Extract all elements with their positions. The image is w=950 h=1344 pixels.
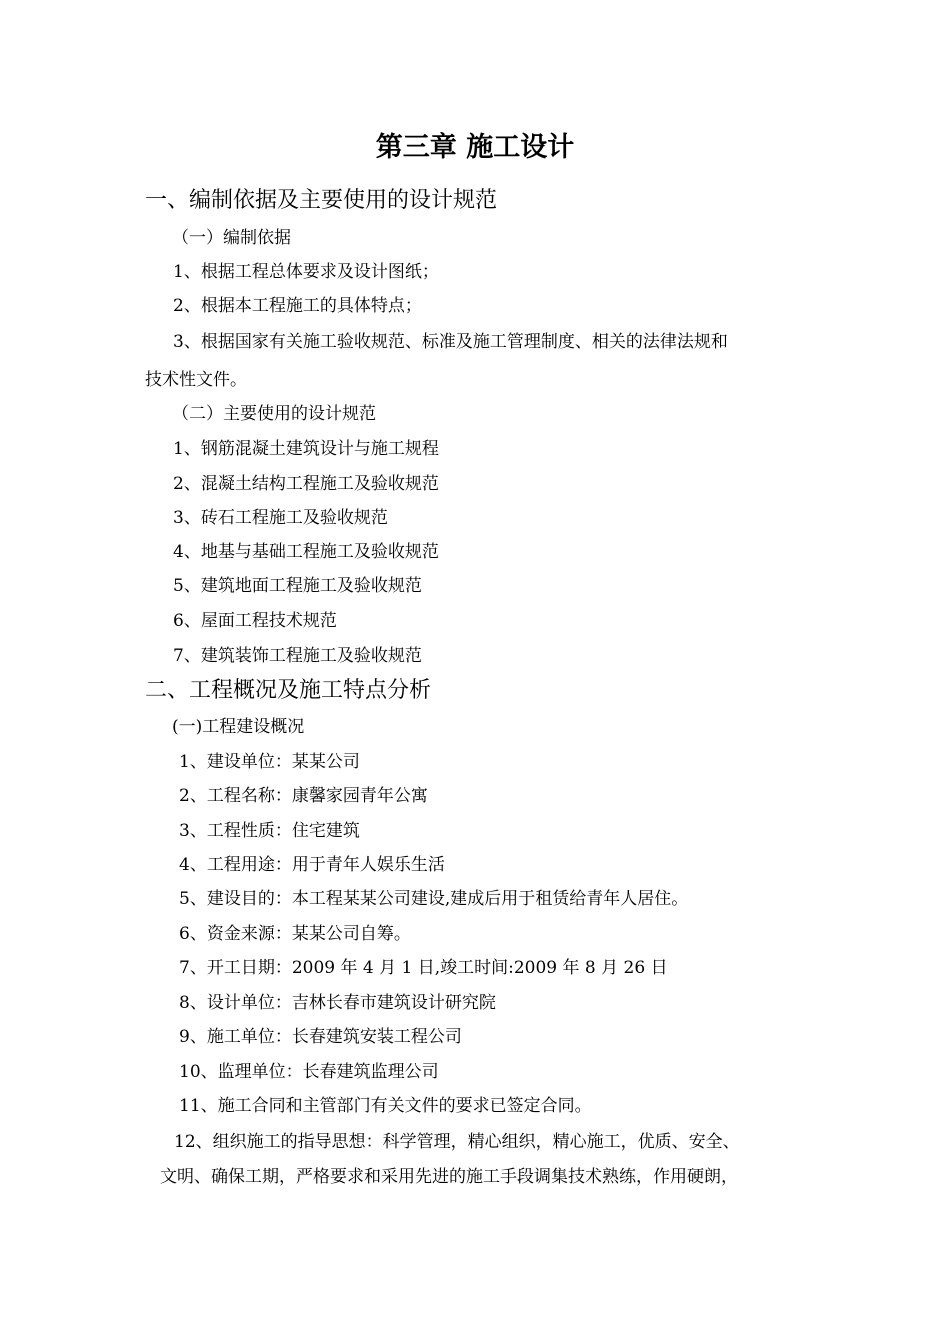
subsection-heading: （二）主要使用的设计规范 — [172, 404, 376, 424]
list-item: 1、钢筋混凝土建筑设计与施工规程 — [173, 439, 439, 459]
chapter-title: 第三章 施工设计 — [375, 132, 575, 163]
subsection-heading: (一)工程建设概况 — [172, 717, 305, 737]
list-item: 1、根据工程总体要求及设计图纸； — [173, 262, 439, 282]
subsection-heading: （一）编制依据 — [172, 228, 291, 248]
list-item: 3、砖石工程施工及验收规范 — [173, 508, 388, 528]
list-item: 7、建筑装饰工程施工及验收规范 — [173, 646, 422, 666]
list-item: 12、组织施工的指导思想：科学管理，精心组织，精心施工，优质、安全、 — [174, 1132, 740, 1152]
list-item: 4、工程用途：用于青年人娱乐生活 — [179, 855, 445, 875]
list-item: 5、建设目的：本工程某某公司建设,建成后用于租赁给青年人居住。 — [179, 889, 689, 909]
list-item-continuation: 技术性文件。 — [145, 370, 247, 390]
list-item: 10、监理单位：长春建筑监理公司 — [179, 1062, 439, 1082]
list-item: 2、混凝土结构工程施工及验收规范 — [173, 474, 439, 494]
list-item: 11、施工合同和主管部门有关文件的要求已签定合同。 — [179, 1096, 592, 1116]
section-heading-1: 一、编制依据及主要使用的设计规范 — [145, 188, 498, 213]
list-item: 1、建设单位：某某公司 — [179, 752, 360, 772]
list-item: 5、建筑地面工程施工及验收规范 — [173, 576, 422, 596]
list-item: 4、地基与基础工程施工及验收规范 — [173, 542, 439, 562]
list-item: 6、屋面工程技术规范 — [173, 611, 337, 631]
list-item: 3、根据国家有关施工验收规范、标准及施工管理制度、相关的法律法规和 — [173, 332, 728, 352]
list-item: 9、施工单位：长春建筑安装工程公司 — [179, 1027, 462, 1047]
list-item: 3、工程性质：住宅建筑 — [179, 821, 360, 841]
list-item: 6、资金来源：某某公司自筹。 — [179, 924, 411, 944]
list-item: 2、根据本工程施工的具体特点； — [173, 296, 422, 316]
list-item: 2、工程名称：康馨家园青年公寓 — [179, 786, 428, 806]
list-item: 7、开工日期：2009 年 4 月 1 日,竣工时间:2009 年 8 月 26 日 — [179, 958, 668, 978]
section-heading-2: 二、工程概况及施工特点分析 — [145, 678, 432, 703]
list-item: 8、设计单位：吉林长春市建筑设计研究院 — [179, 993, 496, 1013]
list-item-continuation: 文明、确保工期，严格要求和采用先进的施工手段调集技术熟练，作用硬朗， — [160, 1167, 738, 1187]
